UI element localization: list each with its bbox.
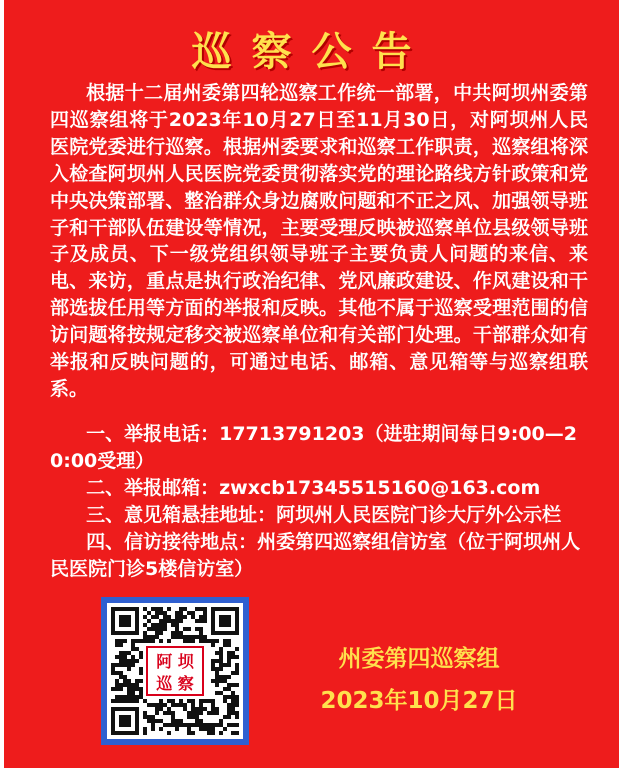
notice-poster bbox=[4, 0, 619, 768]
signature-date: 2023年10月27日 bbox=[320, 688, 518, 714]
qr-logo-line1: 阿 坝 bbox=[156, 652, 194, 671]
qr-logo-line2: 巡 察 bbox=[156, 674, 194, 693]
notice-title: 巡察公告 bbox=[191, 29, 432, 75]
qr-finder-top-left bbox=[111, 607, 139, 635]
qr-center-logo bbox=[145, 645, 205, 697]
contact-reception: 四、信访接待地点：州委第四巡察组信访室（位于阿坝州人民医院门诊5楼信访室） bbox=[50, 530, 581, 580]
contact-list bbox=[50, 421, 588, 582]
qr-finder-top-right bbox=[211, 607, 239, 635]
notice-body: 根据十二届州委第四轮巡察工作统一部署，中共阿坝州委第四巡察组将于2023年10月27日至11月30日，对阿坝州人民医院党委进行巡察。根据州委要求和巡察工作职责，巡察组将深入检查阿坝州人民医院党委贯彻落实党的理论路线方针政策和党中央决策部署、整治群众身边腐败问题和不正之风、加强领导班子和干部队伍建设等情况，主要受理反映被巡察单位县级领导班子及成员、下一级党组织领导班子主要负责人问题的来信、来电、来访，重点是执行政治纪律、党风廉政建设、作风建设和干部选拔任用等方面的举报和反映。其他不属于巡察受理范围的信访问题将按规定移交被巡察单位和有关部门处理。干部群众如有举报和反映问题的，可通过电话、邮箱、意见箱等与巡察组联系。 bbox=[50, 82, 588, 400]
qr-code bbox=[101, 597, 249, 745]
contact-email: 二、举报邮箱：zwxcb17345515160@163.com bbox=[86, 476, 541, 499]
qr-finder-bottom-left bbox=[111, 707, 139, 735]
contact-phone: 一、举报电话：17713791203（进驻期间每日9:00—20:00受理） bbox=[50, 423, 577, 472]
qr-code-image bbox=[107, 603, 243, 739]
signature-org: 州委第四巡察组 bbox=[338, 646, 500, 672]
contact-mailbox: 三、意见箱悬挂地址：阿坝州人民医院门诊大厅外公示栏 bbox=[86, 503, 562, 526]
